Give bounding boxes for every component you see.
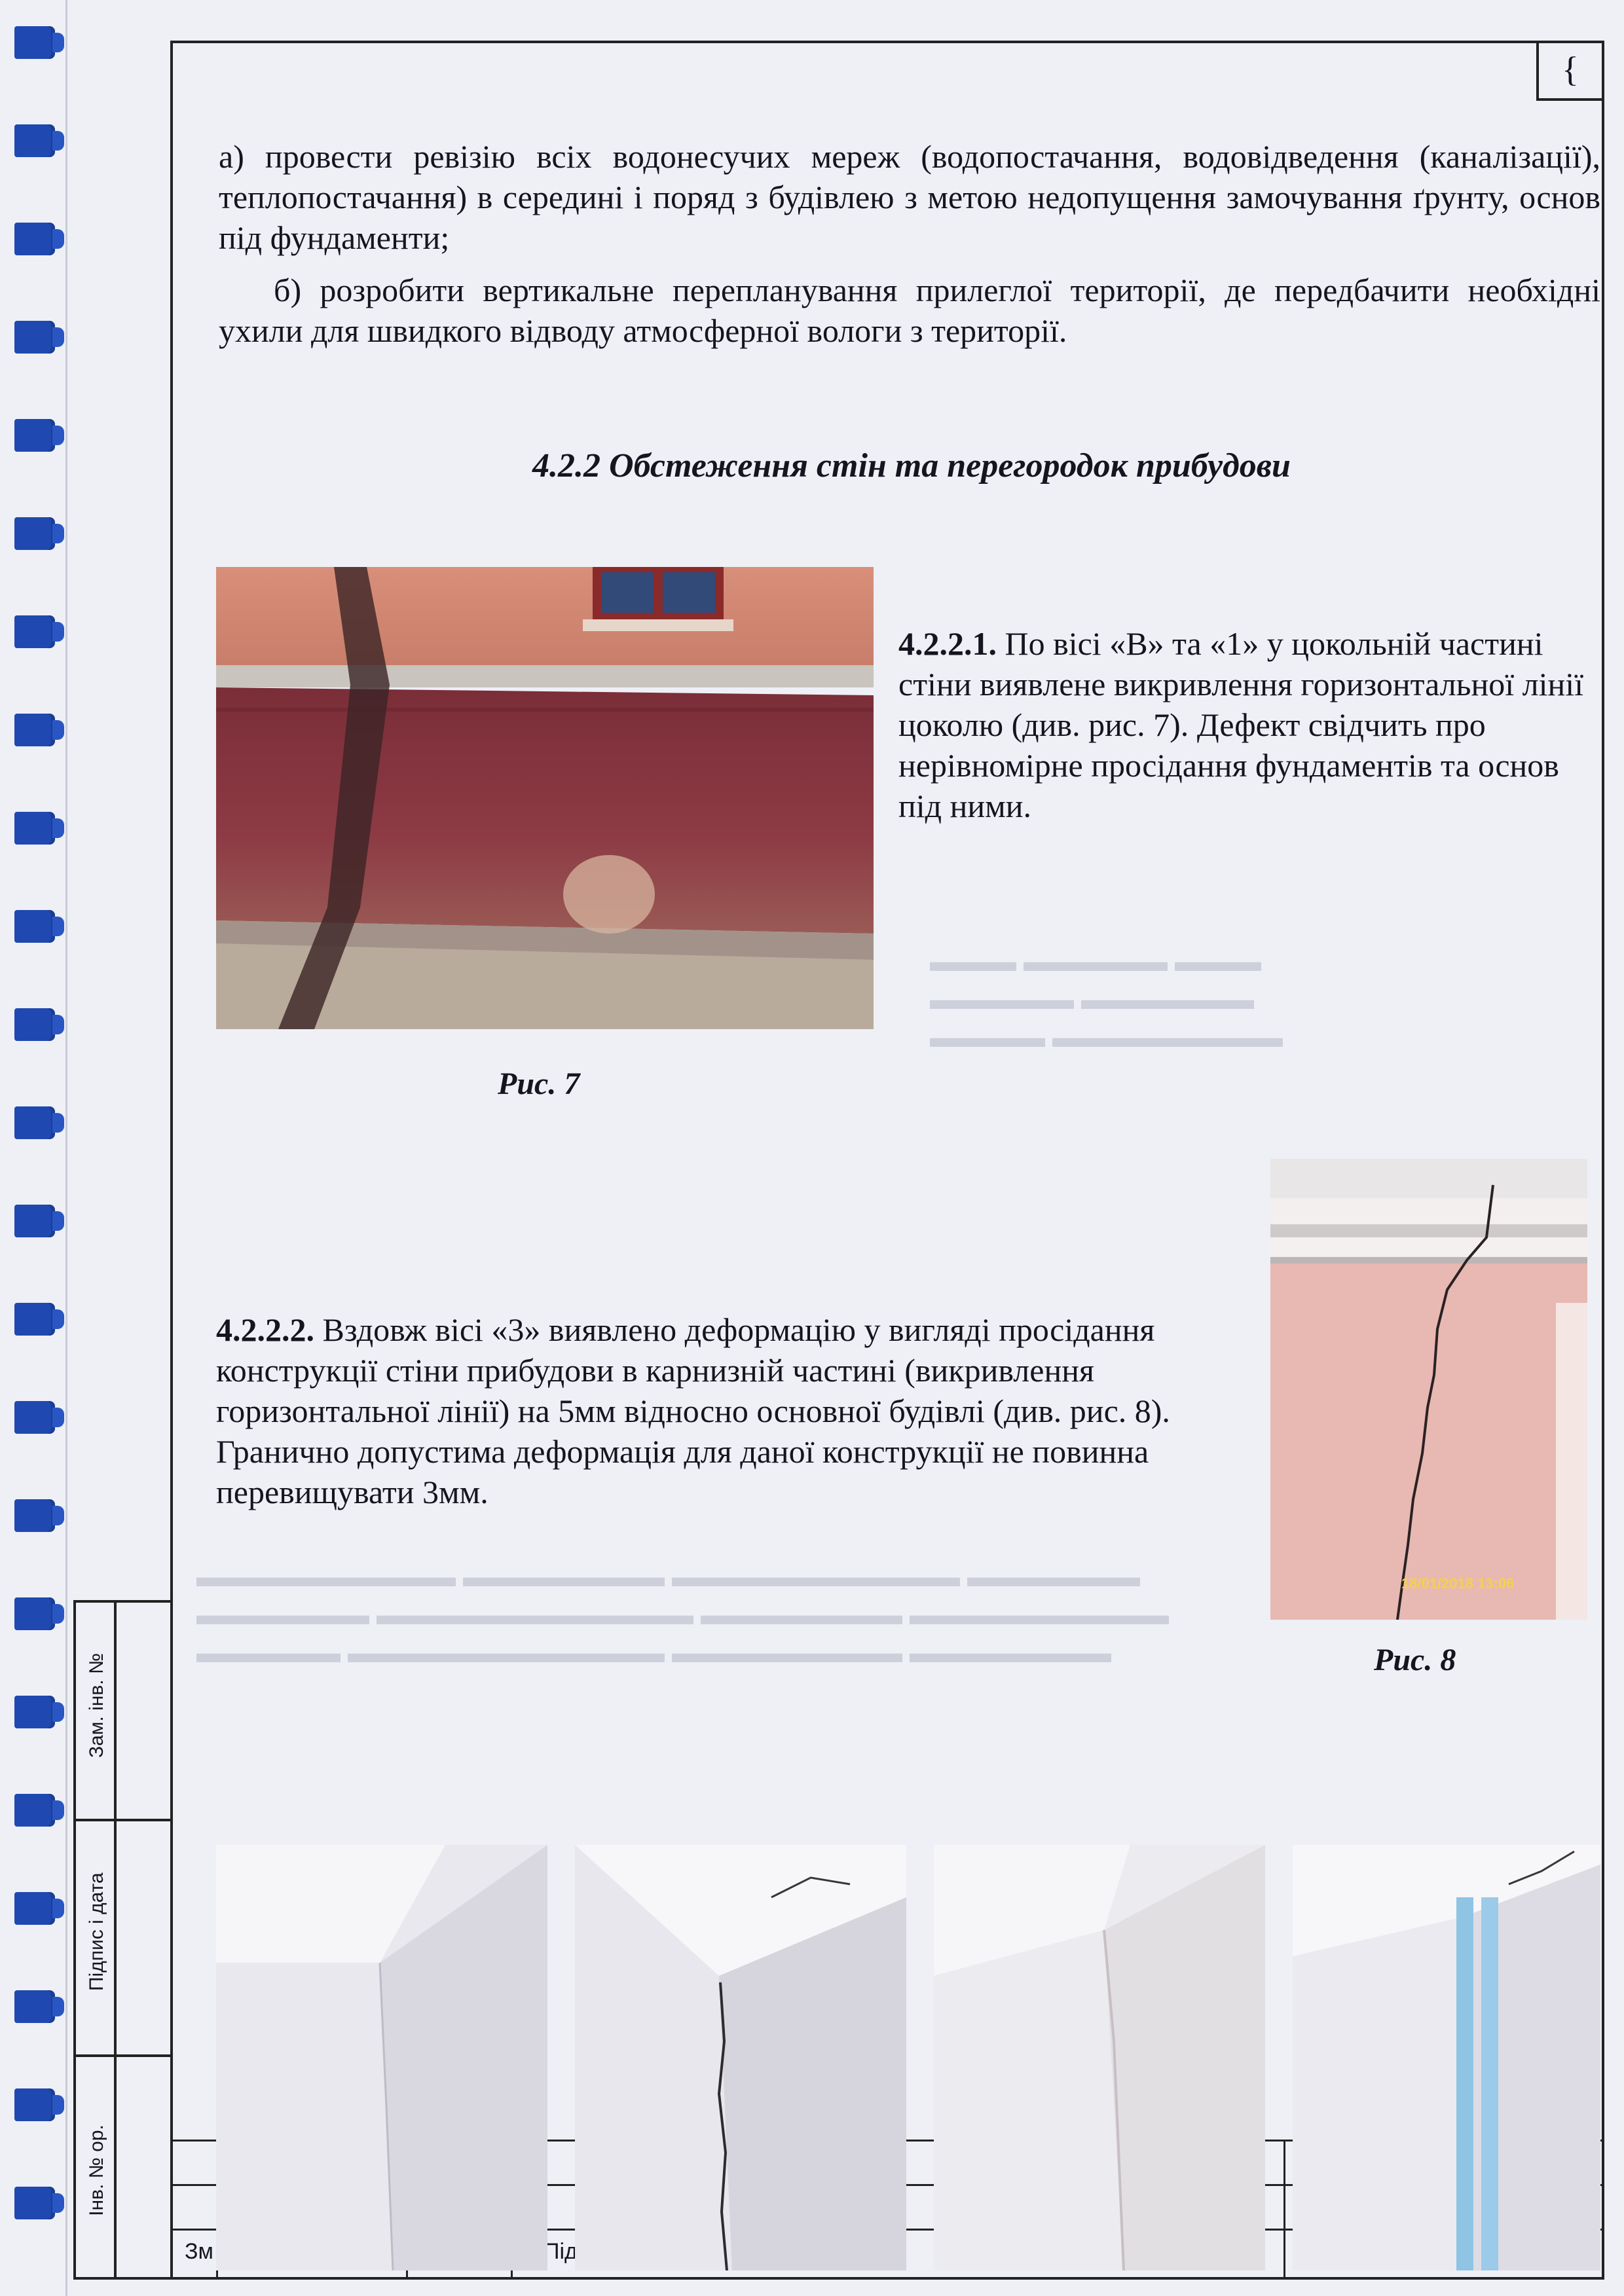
binding-ring bbox=[14, 1892, 55, 1925]
paragraph-b: б) розробити вертикальне перепланування прилеглої території, де передбачити необхідні ухили для швидкого відводу атмосферної вологи з території. bbox=[219, 272, 1600, 349]
binding-ring bbox=[14, 1990, 55, 2023]
bleed-through-text: ▬▬▬▬▬▬▬▬▬ ▬▬▬▬▬▬▬ ▬▬▬▬▬▬▬▬▬▬ ▬▬▬▬▬▬ ▬▬▬▬▬▬ ▬▬▬▬▬▬▬▬▬▬▬ ▬▬▬▬▬▬▬ ▬▬▬▬▬▬▬▬▬ ▬▬▬▬▬ ▬▬▬▬▬▬▬▬▬▬▬ ▬▬▬▬▬▬▬▬ ▬▬▬▬▬▬▬ bbox=[196, 1561, 1169, 1669]
item-4-2-2-2-number: 4.2.2.2. bbox=[216, 1311, 314, 1348]
label-inv-zam: Зам. інв. № bbox=[86, 1652, 107, 1758]
binding-ring bbox=[14, 124, 55, 157]
corner-photo-3 bbox=[934, 1845, 1265, 2270]
binding-ring bbox=[14, 812, 55, 845]
binding-spine bbox=[65, 0, 67, 2296]
binding-ring bbox=[14, 615, 55, 648]
side-stamp-divider bbox=[76, 2054, 173, 2057]
binding-ring bbox=[14, 2088, 55, 2121]
binding-ring bbox=[14, 1401, 55, 1434]
label-sign-date: Підпис і дата bbox=[86, 1872, 107, 1991]
binding-ring bbox=[14, 26, 55, 59]
binding-ring bbox=[14, 1303, 55, 1336]
item-4-2-2-2-text: Вздовж вісі «3» виявлено деформацію у вигляді просідання конструкції стіни прибудови в карнизній частині (викривлення горизонтальної лінії) на 5мм відносно основної будівлі (див. рис. 8). Гранично допустима деформація для даної конструкції не повинна перевищувати 3мм. bbox=[216, 1311, 1170, 1510]
stamp-change-label: Зм bbox=[185, 2239, 213, 2264]
binding-ring bbox=[14, 1794, 55, 1827]
binding-ring bbox=[14, 321, 55, 354]
label-inv-orig: Інв. № ор. bbox=[86, 2124, 107, 2216]
item-4-2-2-1-text: По вісі «В» та «1» у цокольній частині стіни виявлене викривлення горизонтальної лінії цоколю (див. рис. 7). Дефект свідчить про нерівномірне просідання фундаментів та основ під ними. bbox=[898, 625, 1583, 824]
binding-ring bbox=[14, 1205, 55, 1237]
corner-photo-4 bbox=[1293, 1845, 1600, 2270]
stamp-line bbox=[1283, 2140, 1285, 2280]
corner-photo-2 bbox=[575, 1845, 906, 2270]
page-number-box bbox=[1536, 43, 1602, 101]
photo-timestamp: 18/01/2018 13:06 bbox=[1401, 1575, 1515, 1592]
figure-7-photo bbox=[216, 567, 874, 1029]
section-heading: 4.2.2 Обстеження стін та перегородок прибудови bbox=[532, 447, 1291, 484]
page-number: { bbox=[1562, 50, 1579, 89]
binding-ring bbox=[14, 1696, 55, 1728]
binding-ring bbox=[14, 714, 55, 746]
bleed-through-text: ▬▬▬ ▬▬▬▬▬ ▬▬▬ ▬▬▬▬▬ ▬▬▬▬▬▬ ▬▬▬▬ ▬▬▬▬▬▬▬▬ bbox=[930, 945, 1283, 1053]
side-stamp-divider bbox=[76, 1819, 173, 1821]
side-stamp bbox=[73, 1600, 170, 2280]
item-4-2-2-1 bbox=[898, 623, 1606, 826]
figure-7-caption: Рис. 7 bbox=[498, 1066, 580, 1101]
paragraph-a: а) провести ревізію всіх водонесучих мереж (водопостачання, водовідведення (каналізації), теплопостачання) в середині і поряд з будівлею з метою недопущення замочування ґрунту, основ під фундаменти; bbox=[219, 138, 1600, 256]
binding-ring bbox=[14, 1106, 55, 1139]
binding-ring bbox=[14, 2187, 55, 2219]
binding-ring bbox=[14, 223, 55, 255]
binding-ring bbox=[14, 517, 55, 550]
figure-8-photo bbox=[1270, 1159, 1587, 1620]
binding-ring bbox=[14, 419, 55, 452]
item-4-2-2-2 bbox=[216, 1309, 1257, 1512]
spiral-binding bbox=[0, 0, 77, 2296]
binding-ring bbox=[14, 910, 55, 943]
figure-8-caption: Рис. 8 bbox=[1374, 1643, 1456, 1677]
item-4-2-2-1-number: 4.2.2.1. bbox=[898, 625, 997, 662]
binding-ring bbox=[14, 1499, 55, 1532]
binding-ring bbox=[14, 1597, 55, 1630]
corner-photo-1 bbox=[216, 1845, 547, 2270]
binding-ring bbox=[14, 1008, 55, 1041]
